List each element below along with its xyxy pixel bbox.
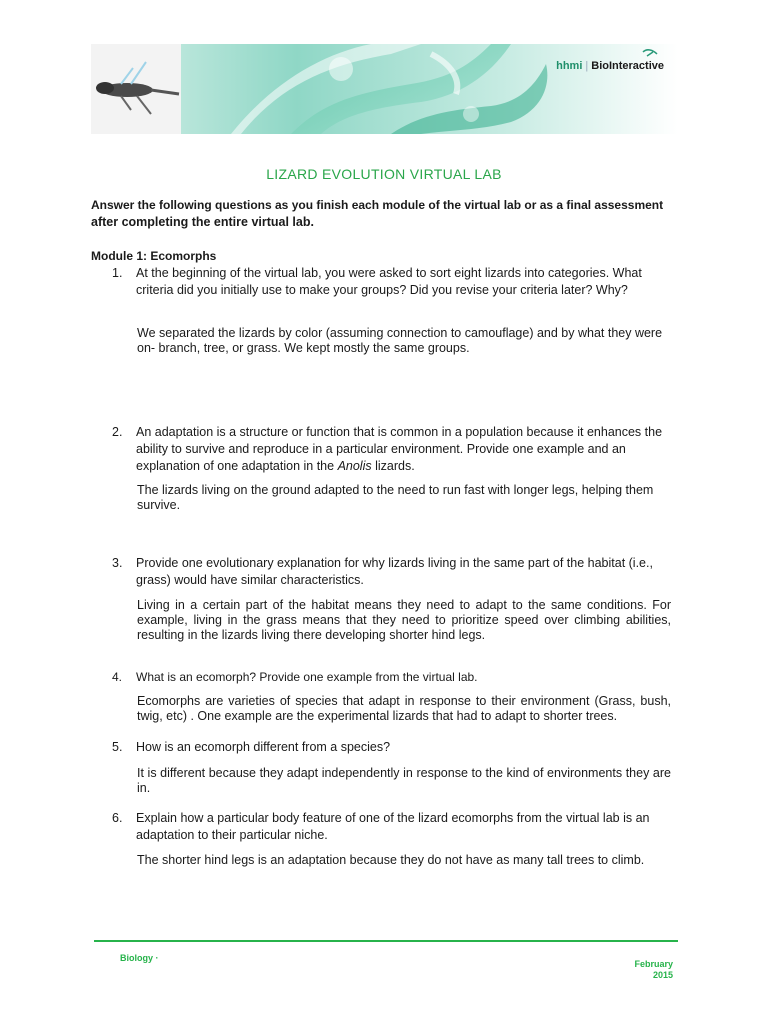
question-number: 6. [112,811,123,825]
question-5 [112,739,677,756]
footer-date [634,959,673,981]
answer-3: Living in a certain part of the habitat means they need to adapt to the same conditions. For example, living in the grass means that they need to prioritize speed over climbing abilities, resulting in the lizards living there developing shorter hind legs. [137,598,671,642]
brand-hhmi: hhmi [556,60,583,72]
header-banner [91,44,678,134]
question-number: 4. [112,670,123,684]
question-number: 2. [112,425,123,439]
footer-left-text: Biology · [120,953,159,963]
footer-month: February [634,959,673,969]
italic-genus: Anolis [337,459,372,473]
question-number: 3. [112,556,123,570]
footer-year: 2015 [652,970,673,980]
question-2 [112,424,677,475]
page-title: LIZARD EVOLUTION VIRTUAL LAB [266,166,502,182]
question-text: Provide one evolutionary explanation for why lizards living in the same part of the habitat (i.e., grass) would have similar characteristics. [136,556,653,587]
question-text: An adaptation is a structure or function that is common in a population because it enhances the ability to survive and reproduce in a particular environment. Provide one example and an explanation of one adaptation in the Anolis lizards. [136,425,663,473]
question-number: 1. [112,266,123,280]
answer-6: The shorter hind legs is an adaptation because they do not have as many tall trees to climb. [137,853,645,867]
question-4 [112,669,677,686]
instructions-line-2: after completing the entire virtual lab. [91,215,314,229]
brand-logo: hhmi | BioInteractive [556,60,664,72]
question-6 [112,810,677,844]
answer-2: The lizards living on the ground adapted to the need to run fast with longer legs, helping them survive. [137,483,654,512]
question-3 [112,555,677,589]
question-text: What is an ecomorph? Provide one example from the virtual lab. [136,670,478,684]
question-1 [112,265,677,299]
question-text: At the beginning of the virtual lab, you were asked to sort eight lizards into categories. What criteria did you initially use to make your groups? Did you revise your criteria later? Why? [136,266,642,297]
question-number: 5. [112,740,123,754]
question-text: Explain how a particular body feature of one of the lizard ecomorphs from the virtual lab is an adaptation to their particular niche. [136,811,650,842]
instructions-line-1: Answer the following questions as you finish each module of the virtual lab or as a final assessment [91,198,664,212]
banner-artwork [91,44,678,134]
instructions [91,197,691,231]
answer-4: Ecomorphs are varieties of species that adapt in response to their environment (Grass, bush, twig, etc) . One example are the experimental lizards that had to adapt to shorter trees. [137,694,671,723]
answer-1: We separated the lizards by color (assuming connection to camouflage) and by what they were on- branch, tree, or grass. We kept mostly the same groups. [137,326,663,355]
answer-5: It is different because they adapt independently in response to the kind of environments they are in. [137,766,671,795]
question-text: How is an ecomorph different from a species? [136,740,391,754]
module-title: Module 1: Ecomorphs [91,249,217,263]
footer-divider [94,940,678,942]
brand-biointeractive: BioInteractive [591,60,664,72]
